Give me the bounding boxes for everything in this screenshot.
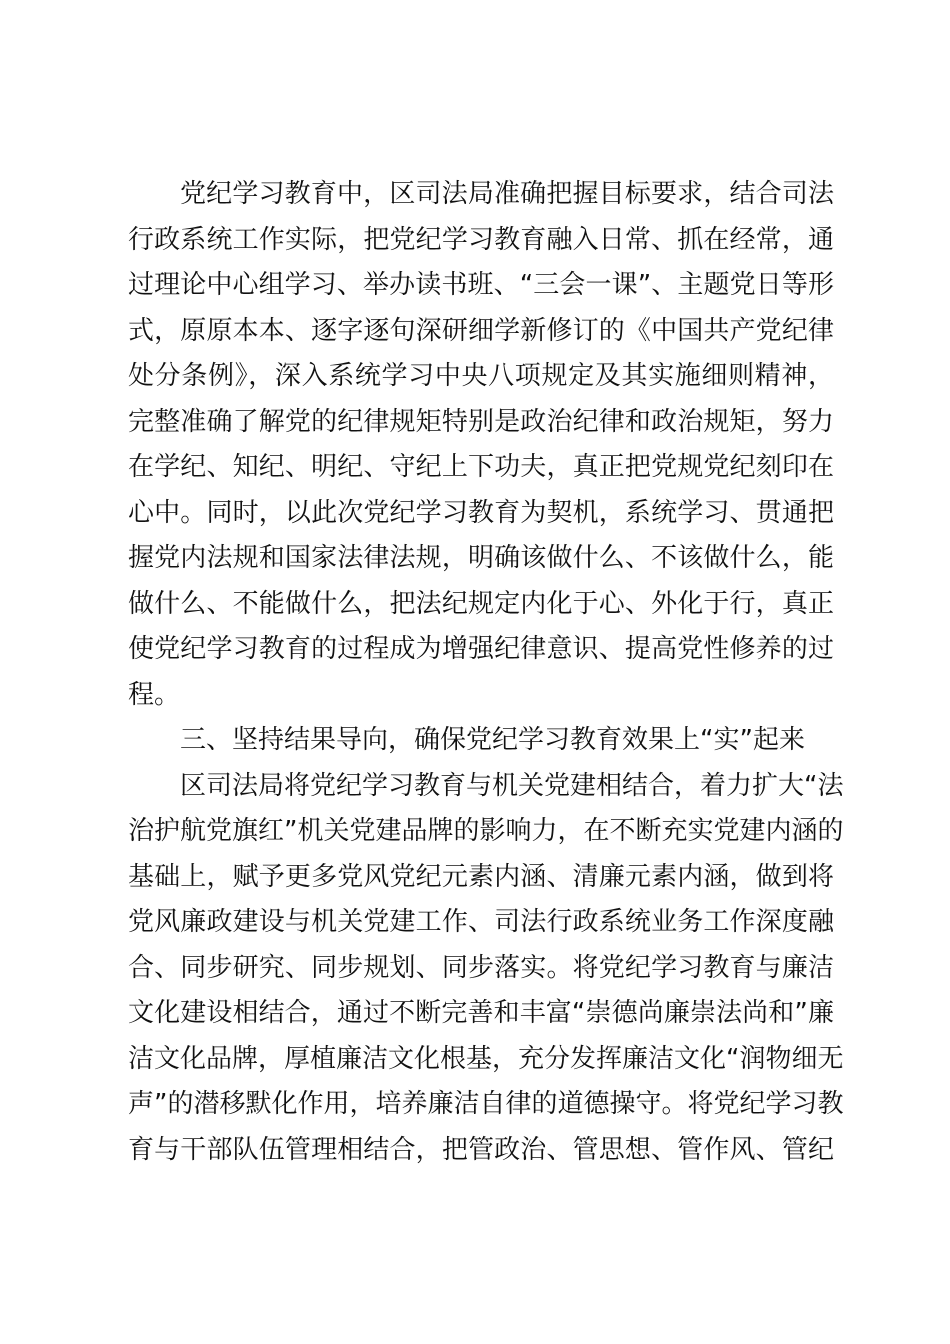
text-line: 洁文化品牌，厚植廉洁文化根基，充分发挥廉洁文化“润物细无 <box>128 1043 844 1074</box>
heading-text: 三、坚持结果导向，确保党纪学习教育效果上“实”起来 <box>180 725 805 755</box>
paragraph-1 <box>128 172 834 718</box>
text-line: 握党内法规和国家法律法规，明确该做什么、不该做什么，能 <box>128 543 834 573</box>
text-line: 心中。同时，以此次党纪学习教育为契机，系统学习、贯通把 <box>128 497 834 528</box>
text-line: 文化建设相结合，通过不断完善和丰富“崇德尚廉崇法尚和”廉 <box>128 998 834 1028</box>
document-body <box>128 172 844 1173</box>
text-line: 合、同步研究、同步规划、同步落实。将党纪学习教育与廉洁 <box>128 952 834 983</box>
text-line: 基础上，赋予更多党风党纪元素内涵、清廉元素内涵，做到将 <box>128 861 834 892</box>
text-line: 式，原原本本、逐字逐句深研细学新修订的《中国共产党纪律 <box>128 315 834 346</box>
paragraph-2 <box>128 764 844 1174</box>
section-heading-3 <box>128 718 834 764</box>
text-line: 使党纪学习教育的过程成为增强纪律意识、提高党性修养的过 <box>128 634 834 664</box>
text-line: 党纪学习教育中，区司法局准确把握目标要求，结合司法 <box>180 179 834 209</box>
text-line: 程。 <box>128 679 181 710</box>
text-line: 完整准确了解党的纪律规矩特别是政治纪律和政治规矩，努力 <box>128 406 834 437</box>
text-line: 党风廉政建设与机关党建工作、司法行政系统业务工作深度融 <box>128 907 834 937</box>
text-line: 行政系统工作实际，把党纪学习教育融入日常、抓在经常，通 <box>128 224 834 255</box>
text-line: 处分条例》，深入系统学习中央八项规定及其实施细则精神， <box>128 361 834 391</box>
text-line: 做什么、不能做什么，把法纪规定内化于心、外化于行，真正 <box>128 588 834 619</box>
text-line: 在学纪、知纪、明纪、守纪上下功夫，真正把党规党纪刻印在 <box>128 452 834 482</box>
text-line: 声”的潜移默化作用，培养廉洁自律的道德操守。将党纪学习教 <box>128 1089 844 1119</box>
text-line: 育与干部队伍管理相结合，把管政治、管思想、管作风、管纪 <box>128 1134 834 1165</box>
text-line: 过理论中心组学习、举办读书班、“三会一课”、主题党日等形 <box>128 270 834 300</box>
text-line: 区司法局将党纪学习教育与机关党建相结合，着力扩大“法 <box>180 770 844 801</box>
text-line: 治护航党旗红”机关党建品牌的影响力，在不断充实党建内涵的 <box>128 816 844 846</box>
